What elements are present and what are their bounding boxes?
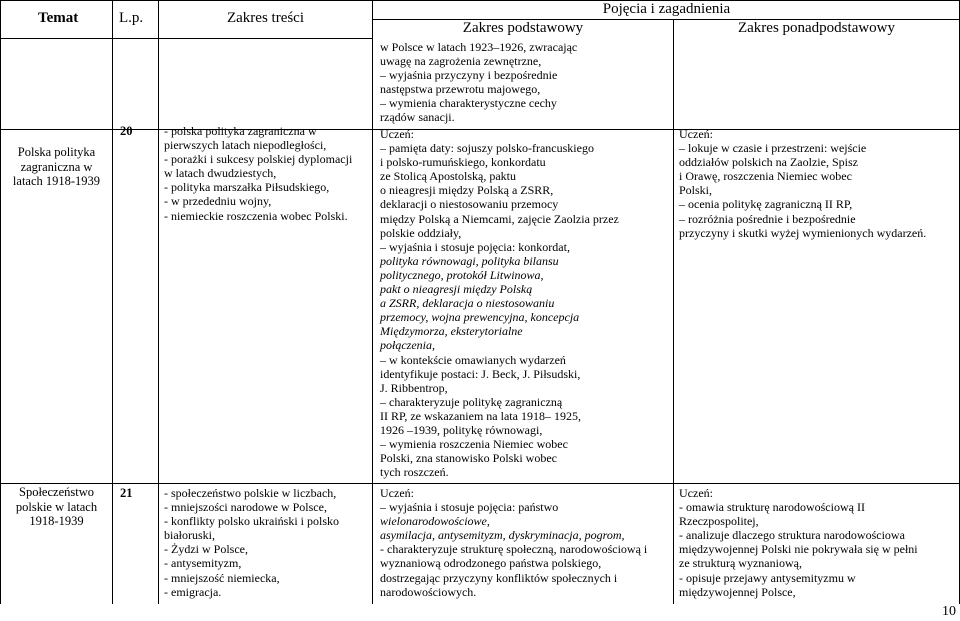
basic-line: politycznego, protokół Litwinowa, [380, 267, 544, 282]
extended-line: – rozróżnia pośrednie i bezpośrednie [679, 211, 856, 226]
page-number: 10 [942, 604, 956, 619]
continuation-line: uwagę na zagrożenia zewnętrzne, [380, 54, 542, 69]
topic-line: 1918-1939 [29, 514, 84, 528]
topic-line: polskie w latach [15, 499, 98, 514]
header-lp: L.p. [119, 10, 144, 26]
row-20-topic [2, 145, 111, 189]
content-line: - antysemityzm, [164, 556, 242, 571]
row-20-basic [380, 127, 619, 479]
basic-line: ze Stolicą Apostolską, paktu [380, 169, 516, 184]
continuation-line: – wymienia charakterystyczne cechy [380, 96, 557, 111]
basic-line: 1926 –1939, politykę równowagi, [380, 422, 543, 437]
row-21-content [164, 486, 339, 599]
content-line: pierwszych latach niepodległości, [164, 138, 327, 153]
row-21-extended [679, 486, 918, 599]
content-line: w latach dwudziestych, [164, 166, 277, 181]
basic-line: Uczeń: [380, 127, 414, 141]
basic-line: wielonarodowościowe, [380, 514, 490, 529]
basic-line: – wymienia roszczenia Niemiec wobec [380, 437, 568, 452]
extended-line: Rzeczpospolitej, [679, 514, 759, 529]
topic-line: latach 1918-1939 [12, 174, 101, 188]
basic-line: Międzymorza, eksterytorialne [380, 324, 523, 339]
row-divider-21 [0, 483, 960, 484]
content-line: - mniejszości narodowe w Polsce, [164, 500, 327, 515]
basic-line: – wyjaśnia i stosuje pojęcia: konkordat, [380, 239, 570, 254]
extended-line: - omawia strukturę narodowościową II [679, 500, 865, 515]
row-21-basic [380, 486, 647, 599]
content-line: - niemieckie roszczenia wobec Polski. [164, 208, 348, 223]
basic-line: dostrzegając przyczyny konfliktów społecznych i [380, 570, 618, 585]
extended-line: przyczyny i skutki wyżej wymienionych wydarzeń. [679, 225, 927, 240]
basic-line: – pamięta daty: sojuszy polsko-francuskiego [380, 141, 594, 156]
content-line: - porażki i sukcesy polskiej dyplomacji [164, 152, 353, 167]
basic-line: deklaracji o niestosowaniu przemocy [380, 197, 559, 212]
column-border-content [372, 0, 373, 604]
header-zakres-tresci: Zakres treści [226, 10, 305, 26]
basic-line: asymilacja, antysemityzm, dyskryminacja, pogrom, [380, 528, 625, 543]
extended-line: Uczeń: [679, 127, 713, 141]
extended-line: – lokuje w czasie i przestrzeni: wejście [679, 141, 867, 156]
basic-line: o nieagresji między Polską a ZSRR, [380, 183, 554, 198]
content-line: - w przededniu wojny, [164, 194, 272, 209]
basic-line: polityka równowagi, polityka bilansu [380, 253, 559, 268]
header-zakres-podstawowy: Zakres podstawowy [462, 20, 584, 36]
basic-line: – w kontekście omawianych wydarzeń [380, 352, 566, 367]
column-border-basic [673, 19, 674, 604]
extended-line: - opisuje przejawy antysemityzmu w [679, 570, 856, 585]
continuation-line: rządów sanacji. [380, 110, 455, 125]
header-bottom-border [0, 38, 372, 39]
topic-line: zagraniczna w [20, 159, 93, 174]
extended-line: i Orawę, roszczenia Niemiec wobec [679, 169, 852, 184]
basic-line: II RP, ze wskazaniem na lata 1918– 1925, [380, 408, 581, 423]
extended-line: – ocenia politykę zagraniczną II RP, [679, 197, 853, 212]
basic-line: – wyjaśnia i stosuje pojęcia: państwo [380, 500, 559, 515]
content-line: - społeczeństwo polskie w liczbach, [164, 486, 337, 500]
extended-line: Polski, [679, 183, 713, 198]
topic-line: Społeczeństwo [19, 485, 94, 499]
basic-line: tych roszczeń. [380, 465, 449, 480]
basic-line: J. Ribbentrop, [380, 380, 448, 395]
extended-line: międzywojennej Polski nie pokrywała się w pełni [679, 542, 918, 557]
header-temat: Temat [38, 10, 79, 26]
continuation-line: – wyjaśnia przyczyny i bezpośrednie [380, 68, 558, 83]
content-line: - polityka marszałka Piłsudskiego, [164, 180, 330, 195]
basic-line: pakt o nieagresji między Polską [380, 282, 533, 297]
continuation-basic [380, 40, 577, 125]
basic-line: Uczeń: [380, 486, 414, 500]
content-line: - Żydzi w Polsce, [164, 542, 248, 557]
row-20-lp: 20 [120, 124, 133, 138]
topic-line: Polska polityka [17, 145, 96, 159]
row-20-extended [679, 127, 926, 240]
extended-line: oddziałów polskich na Zaolzie, Spisz [679, 155, 858, 170]
basic-line: a ZSRR, deklaracja o niestosowaniu [380, 296, 555, 311]
row-21-lp: 21 [120, 486, 133, 500]
content-line: - konflikty polsko ukraiński i polsko [164, 514, 339, 529]
header-pojecia: Pojęcia i zagadnienia [602, 1, 731, 17]
extended-line: ze strukturą wyznaniową, [679, 556, 802, 571]
basic-line: przemocy, wojna prewencyjna, koncepcja [380, 310, 580, 325]
basic-line: wyznaniową odrodzonego państwa polskiego, [380, 556, 602, 571]
row-21-topic [2, 485, 111, 529]
extended-line: Uczeń: [679, 486, 713, 500]
extended-line: - analizuje dlaczego struktura narodowościowa [679, 528, 905, 543]
column-border-topic [112, 0, 113, 604]
continuation-line: następstwa przewrotu majowego, [380, 82, 541, 97]
basic-line: polskie oddziały, [380, 225, 462, 240]
content-line: - emigracja. [164, 584, 222, 599]
extended-line: międzywojennej Polsce, [679, 584, 796, 599]
content-line: - mniejszość niemiecka, [164, 570, 280, 585]
basic-line: i polsko-rumuńskiego, konkordatu [380, 155, 546, 170]
basic-line: - charakteryzuje strukturę społeczną, narodowościową i [380, 542, 648, 557]
basic-line: narodowościowych. [380, 584, 477, 599]
basic-line: połączenia, [380, 338, 435, 353]
header-zakres-ponadpodstawowy: Zakres ponadpodstawowy [737, 20, 896, 36]
content-line: białoruski, [164, 528, 215, 543]
basic-line: – charakteryzuje politykę zagraniczną [380, 394, 563, 409]
continuation-line: w Polsce w latach 1923–1926, zwracając [380, 40, 578, 54]
content-line: - polska polityka zagraniczna w [164, 124, 317, 138]
basic-line: między Polską a Niemcami, zajęcie Zaolzia przez [380, 211, 619, 226]
column-border-left [0, 0, 1, 604]
basic-line: Polski, zna stanowisko Polski wobec [380, 451, 557, 466]
row-20-content [164, 124, 352, 223]
basic-line: identyfikuje postaci: J. Beck, J. Piłsudski, [380, 366, 581, 381]
column-border-lp [158, 0, 159, 604]
